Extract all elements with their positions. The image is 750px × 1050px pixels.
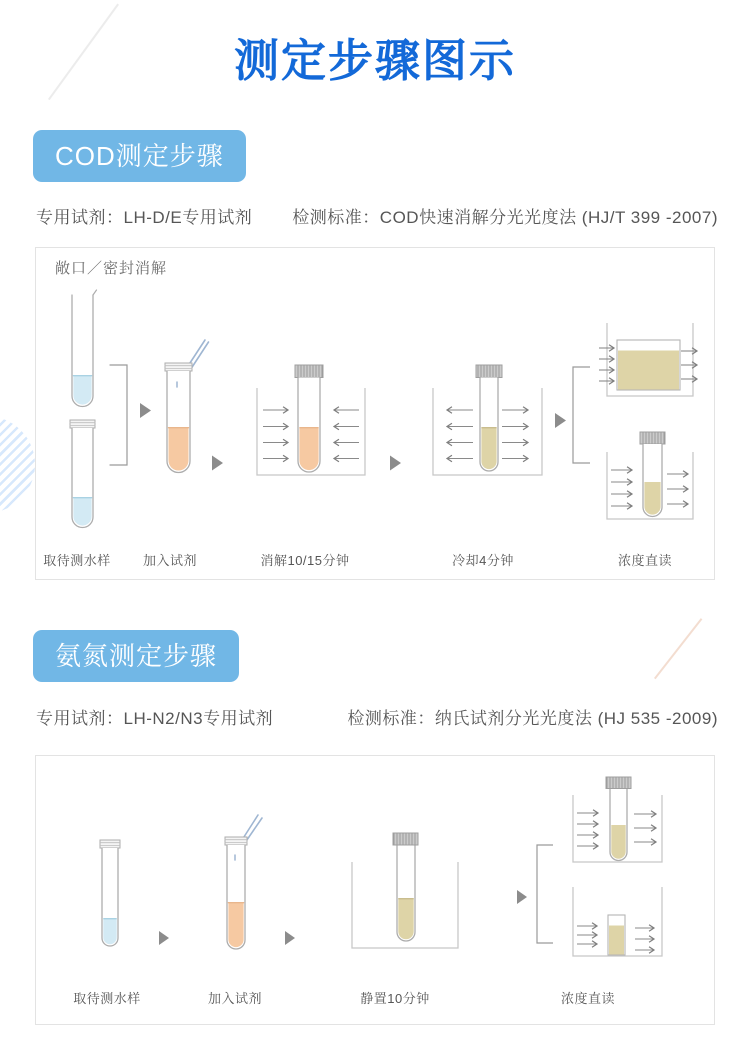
step-arrow-icon: [212, 456, 223, 471]
sample-tube-icon: [100, 840, 120, 946]
step-arrow-icon: [285, 931, 295, 945]
step-label: 浓度直读: [617, 553, 673, 568]
ammonia-diagram-box: [35, 755, 715, 1025]
cool-station-icon: [433, 365, 542, 475]
step-arrow-icon: [517, 890, 527, 904]
digestion-mode-note: 敞口／密封消解: [55, 260, 168, 277]
step-arrow-icon: [390, 456, 401, 471]
step-label: 加入试剂: [142, 553, 198, 568]
sample-tubes-icon: [70, 290, 127, 528]
cod-standard-text: 检测标准：COD快速消解分光光度法 (HJ/T 399 -2007): [292, 208, 718, 227]
step-label: 静置10分钟: [360, 991, 430, 1006]
step-label: 浓度直读: [560, 991, 616, 1006]
rest-station-icon: [352, 833, 458, 948]
ammonia-diagram: [36, 756, 714, 1024]
ammonia-meta-row: [36, 704, 718, 729]
cod-meta-row: [36, 203, 718, 228]
step-arrow-icon: [555, 413, 566, 428]
step-label: 取待测水样: [73, 991, 141, 1006]
digest-station-icon: [257, 365, 365, 475]
add-reagent-tube-icon: [165, 340, 209, 473]
cod-reagent-text: 专用试剂：LH-D/E专用试剂: [36, 208, 253, 227]
step-label: 取待测水样: [43, 553, 111, 568]
decorative-diagonal-line: [654, 618, 702, 679]
section-badge-ammonia: 氨氮测定步骤: [33, 630, 239, 682]
read-station-icon: [599, 323, 697, 519]
ammonia-reagent-text: 专用试剂：LH-N2/N3专用试剂: [36, 709, 274, 728]
step-label: 加入试剂: [207, 991, 263, 1006]
decorative-striped-circle: [0, 416, 35, 513]
step-label: 冷却4分钟: [452, 553, 514, 568]
split-bracket: [537, 845, 553, 943]
cod-diagram-box: [35, 247, 715, 580]
add-reagent-tube-icon: [225, 815, 262, 949]
section-badge-cod: COD测定步骤: [33, 130, 246, 182]
split-bracket: [573, 367, 590, 463]
ammonia-standard-text: 检测标准：纳氏试剂分光光度法 (HJ 535 -2009): [347, 709, 718, 728]
cod-diagram: [36, 248, 714, 579]
step-arrow-icon: [140, 403, 151, 418]
step-arrow-icon: [159, 931, 169, 945]
step-label: 消解10/15分钟: [260, 553, 350, 568]
page-title: 测定步骤图示: [233, 35, 516, 86]
read-station-icon: [573, 777, 662, 956]
